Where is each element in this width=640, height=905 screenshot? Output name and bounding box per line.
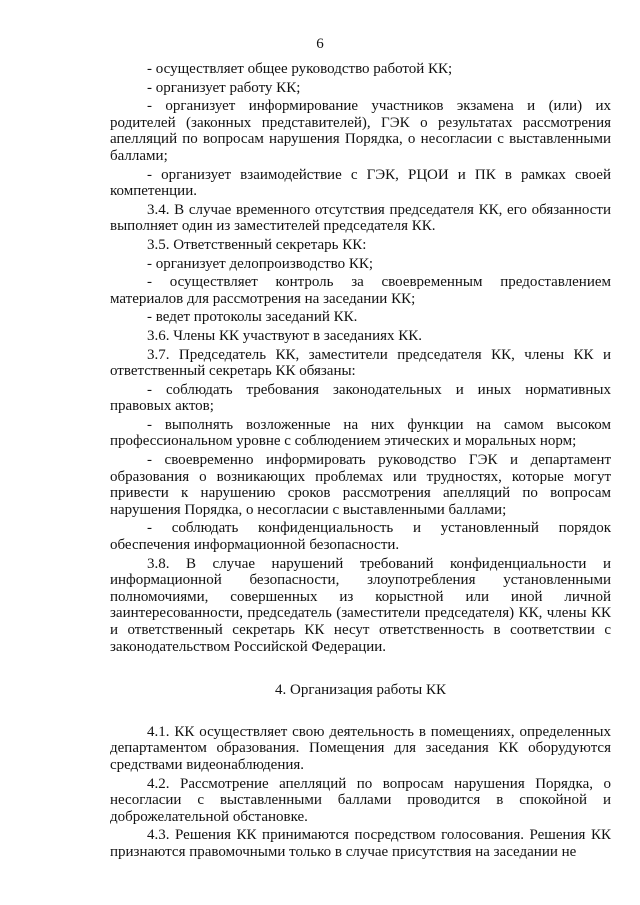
paragraph: - соблюдать требования законодательных и иных нормативных правовых актов; — [110, 381, 611, 415]
paragraph: - выполнять возложенные на них функции на самом высоком профессиональном уровне с соблюдением этических и моральных норм; — [110, 416, 611, 450]
page-number: 6 — [316, 36, 324, 52]
document-body — [110, 61, 611, 861]
paragraph: 3.4. В случае временного отсутствия председателя КК, его обязанности выполняет один из заместителей председателя КК. — [110, 201, 611, 235]
paragraph: 3.6. Члены КК участвуют в заседаниях КК. — [147, 327, 423, 344]
paragraph: - осуществляет контроль за своевременным предоставлением материалов для рассмотрения на заседании КК; — [110, 274, 611, 307]
paragraph: - организует взаимодействие с ГЭК, РЦОИ и ПК в рамках своей компетенции. — [110, 166, 611, 200]
paragraph: - соблюдать конфиденциальность и установленный порядок обеспечения информационной безопасности. — [110, 520, 611, 554]
paragraph: - организует информирование участников экзамена и (или) их родителей (законных представителей), ГЭК о результатах рассмотрения апелляций по вопросам нарушения Порядка, о несогласии с выставленными баллами; — [110, 98, 611, 164]
paragraph: 4.3. Решения КК принимаются посредством голосования. Решения КК признаются правомочными только в случае присутствия на заседании не — [110, 827, 611, 860]
paragraph: - организует делопроизводство КК; — [147, 255, 374, 272]
paragraph: 4.2. Рассмотрение апелляций по вопросам нарушения Порядка, о несогласии с выставленными баллами проводится в спокойной и доброжелательной обстановке. — [110, 775, 611, 825]
paragraph: - осуществляет общее руководство работой КК; — [147, 61, 453, 77]
paragraph: - своевременно информировать руководство ГЭК и департамент образования о возникающих проблемах или трудностях, которые могут привести к нарушению сроков рассмотрения апелляций по вопросам нарушения Порядка, о несогласии с выставленными баллами; — [110, 452, 611, 518]
section-heading: 4. Организация работы КК — [275, 682, 446, 699]
paragraph: - организует работу КК; — [147, 79, 301, 96]
paragraph: 3.8. В случае нарушений требований конфиденциальности и информационной безопасности, злоупотребления установленными полномочиями, совершенных из корыстной или иной личной заинтересованности, председатель (заместители председателя) КК, члены КК и ответственный секретарь КК несут ответственность в соответствии с законодательством Российской Федерации. — [110, 555, 611, 655]
paragraph: 4.1. КК осуществляет свою деятельность в помещениях, определенных департаментом образования. Помещения для заседания КК оборудуются средствами видеонаблюдения. — [110, 723, 611, 773]
paragraph: 3.5. Ответственный секретарь КК: — [147, 236, 367, 253]
paragraph: - ведет протоколы заседаний КК. — [147, 309, 358, 326]
paragraph: 3.7. Председатель КК, заместители председателя КК, члены КК и ответственный секретарь КК обязаны: — [110, 346, 611, 380]
